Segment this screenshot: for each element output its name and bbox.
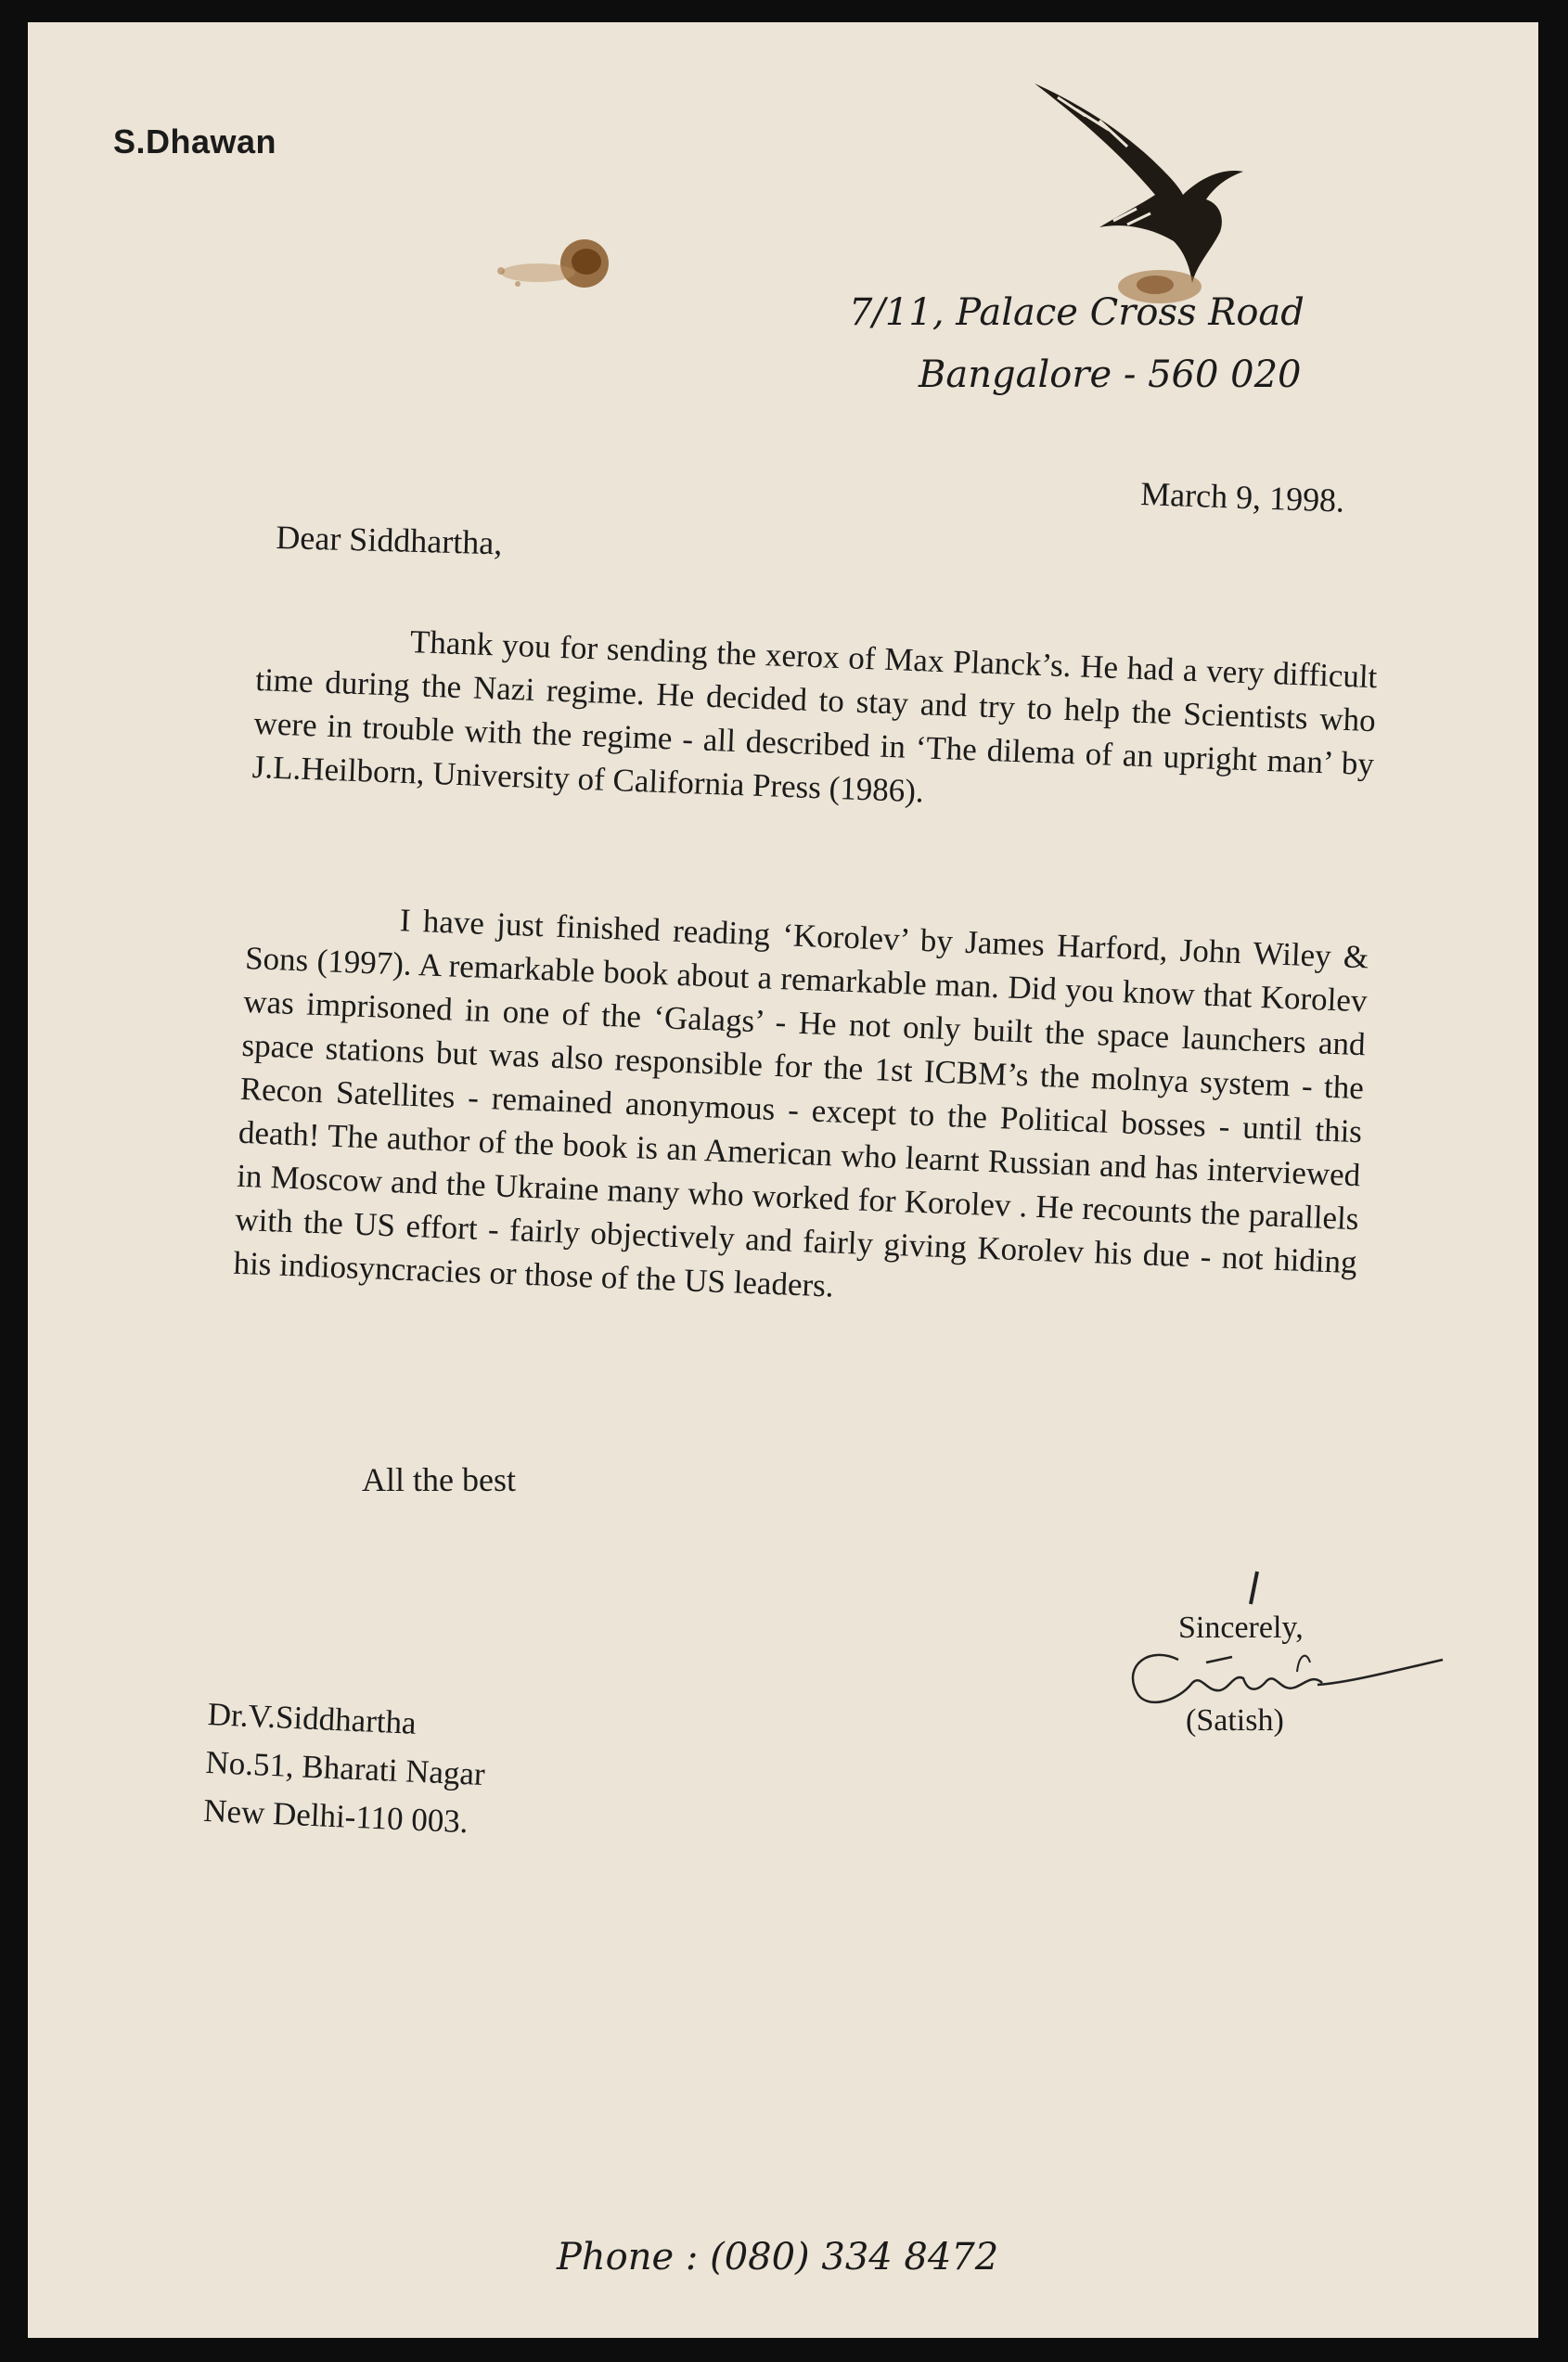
paragraph-1 (251, 614, 1378, 829)
address-line-1: 7/11, Palace Cross Road (849, 291, 1305, 334)
sender-name: S.Dhawan (113, 122, 277, 160)
letter-sheet (28, 22, 1538, 2338)
recipient-line-1: Dr.V.Siddhartha (207, 1695, 418, 1741)
recipient-line-3: New Delhi-110 003. (202, 1791, 469, 1841)
paragraph-2-text: I have just finished reading ‘Korolev’ by James Harford, John Wiley & Sons (1997). A remarkable book about a remarkable man. Did you know that Korolev was imprisoned in one of the ‘Galags’ - He not only built the space launchers and space stations but was also responsible for the 1st ICBM’s the molnya system - the Recon Satellites - remained anonymous - except to the Political bosses - until this death! The author of the book is an American who learnt Russian and has interviewed in Moscow and the Ukraine many who worked for Korolev . He recounts the parallels with the US effort - fairly objectively and fairly giving Korolev his due - not hiding his indiosyncracies or those of the US leaders. (232, 902, 1369, 1304)
recipient-line-2: No.51, Bharati Nagar (204, 1743, 486, 1793)
salutation: Dear Siddhartha, (275, 518, 503, 562)
closing: All the best (362, 1461, 516, 1498)
ink-stain (464, 217, 631, 319)
sign-off: Sincerely, (1178, 1611, 1304, 1645)
handwritten-signature (1067, 1553, 1457, 1776)
paragraph-2 (233, 892, 1369, 1328)
address-line-2: Bangalore - 560 020 (919, 353, 1302, 396)
letter-date: March 9, 1998. (1139, 474, 1345, 520)
signer-name: (Satish) (1186, 1703, 1284, 1738)
paragraph-1-text: Thank you for sending the xerox of Max Planck’s. He had a very difficult time during the Nazi regime. He decided to stay and try to help the Scientists who were in trouble with the regime - all described in ‘The dilema of an upright man’ by J.L.Heilborn, University of California Press (1986). (251, 623, 1379, 810)
phone-number: Phone : (080) 334 8472 (557, 2236, 999, 2279)
recipient-address (202, 1690, 488, 1847)
